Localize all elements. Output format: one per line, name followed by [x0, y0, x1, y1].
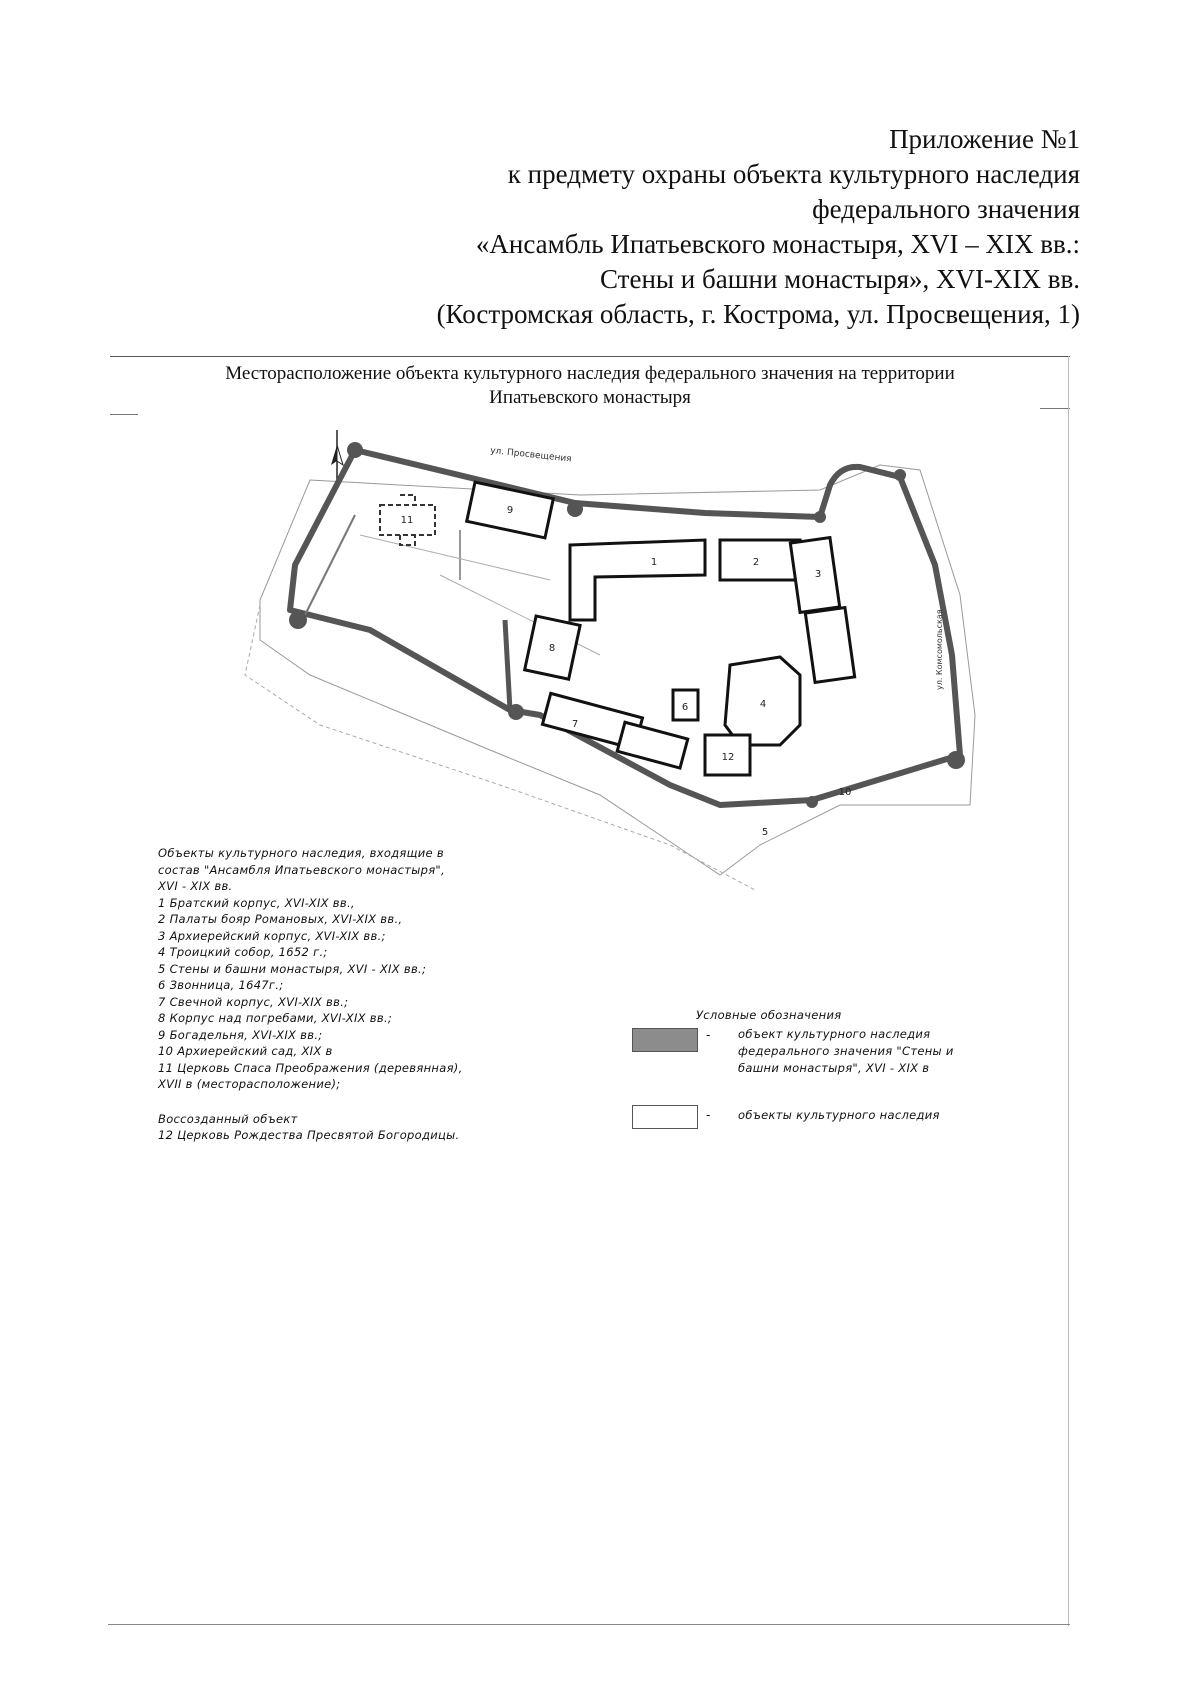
object-item: 3 Архиерейский корпус, XVI-XIX вв.; [158, 928, 386, 943]
legend-line: федерального значения "Стены и [738, 1044, 954, 1058]
recreated-heading: Воссозданный объект [158, 1111, 298, 1126]
legend-dash: - [706, 1028, 711, 1042]
map-number: 12 [721, 752, 735, 763]
building-2 [720, 540, 800, 580]
object-item: 8 Корпус над погребами, XVI-XIX вв.; [158, 1011, 393, 1025]
map-number: 11 [400, 515, 414, 526]
map-title-line: Ипатьевского монастыря [489, 387, 691, 408]
map-title [120, 362, 1060, 410]
legend-dash: - [706, 1108, 711, 1122]
recreated-item: 12 Церковь Рождества Пресвятой Богородицы. [158, 1128, 460, 1142]
object-item: 6 Звонница, 1647г.; [158, 978, 284, 992]
object-item: XVII в (месторасположение); [158, 1077, 341, 1091]
header-line: к предмету охраны объекта культурного наследия [507, 159, 1080, 189]
objects-heading: Объекты культурного наследия, входящие в [158, 846, 444, 860]
legend-swatch-federal [632, 1028, 698, 1052]
outer-contour [260, 465, 975, 875]
object-item: 9 Богадельня, XVI-XIX вв.; [158, 1027, 323, 1042]
map-number: 9 [506, 505, 514, 516]
building-3b [805, 608, 854, 683]
object-item: 7 Свечной корпус, XVI-XIX вв.; [158, 994, 349, 1009]
map-number: 8 [548, 643, 556, 654]
legend-line: башни монастыря", XVI - XIX в [738, 1061, 930, 1075]
object-item: 11 Церковь Спаса Преображения (деревянная), [158, 1060, 463, 1075]
legend-item-heritage: объекты культурного наследия [738, 1108, 940, 1122]
legend-title: Условные обозначения [696, 1008, 842, 1022]
street-label-right: ул. Комсомольская [935, 609, 944, 690]
object-item: 4 Троицкий собор, 1652 г.; [158, 945, 328, 959]
header-line: Приложение №1 [889, 124, 1080, 154]
header-line: (Костромская область, г. Кострома, ул. Просвещения, 1) [436, 299, 1080, 329]
map-number: 3 [814, 569, 822, 580]
appendix-header [320, 122, 1080, 332]
object-item: 1 Братский корпус, XVI-XIX вв., [158, 895, 355, 910]
buildings [467, 482, 855, 775]
map-number: 6 [681, 702, 689, 713]
map-number: 10 [838, 787, 852, 798]
building-1 [570, 540, 705, 620]
frame-top-line [110, 356, 1070, 357]
legend-line: объект культурного наследия [738, 1027, 931, 1041]
header-line: Стены и башни монастыря», XVI-XIX вв. [600, 264, 1080, 294]
map-number: 5 [761, 827, 769, 838]
street-label-top: ул. Просвещения [489, 446, 573, 465]
map-number: 2 [752, 557, 760, 568]
frame-tick [110, 414, 138, 415]
object-item: 5 Стены и башни монастыря, XVI - XIX вв.; [158, 961, 427, 976]
map-number: 1 [650, 557, 658, 568]
legend-swatch-heritage [632, 1105, 698, 1129]
object-item: 10 Архиерейский сад, XIX в [158, 1044, 333, 1058]
frame-bottom-line [108, 1624, 1070, 1625]
map-title-line: Месторасположение объекта культурного наследия федерального значения на территории [225, 363, 955, 384]
map-number: 7 [571, 719, 579, 730]
objects-heading: XVI - XIX вв. [158, 879, 233, 893]
map-number: 4 [759, 699, 767, 710]
objects-heading: состав "Ансамбля Ипатьевского монастыря", [158, 862, 445, 877]
legend-item-federal [738, 1026, 988, 1077]
header-line: федерального значения [812, 194, 1080, 224]
object-item: 2 Палаты бояр Романовых, XVI-XIX вв., [158, 912, 403, 926]
header-line: «Ансамбль Ипатьевского монастыря, XVI – XIX вв.: [475, 229, 1080, 259]
objects-list [158, 845, 578, 1144]
